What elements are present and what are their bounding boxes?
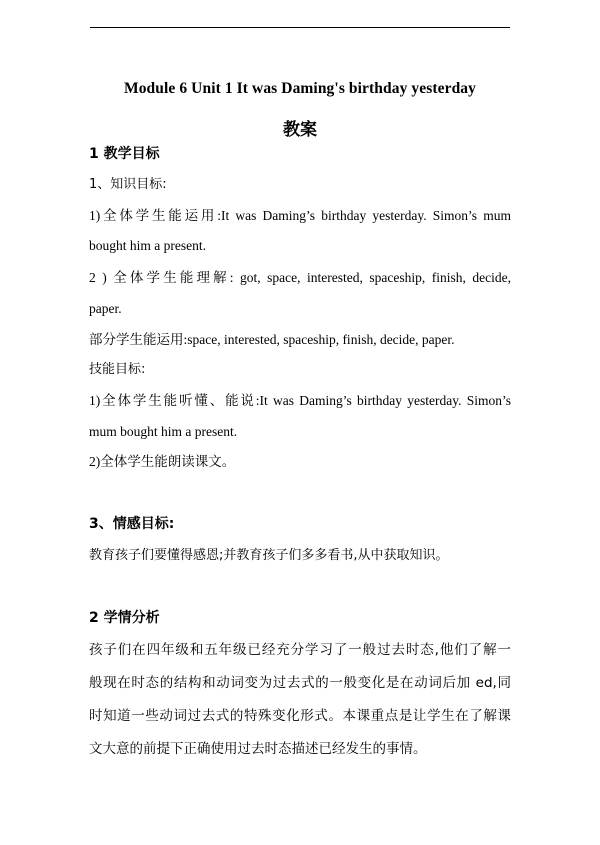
knowledge-item2-line2: paper. — [89, 301, 122, 316]
analysis-line2: 般现在时态的结构和动词变为过去式的一般变化是在动词后加 ed,同 — [89, 675, 511, 691]
section2-heading: 2 学情分析 — [89, 610, 160, 626]
section3-text: 教育孩子们要懂得感恩;并教育孩子们多多看书,从中获取知识。 — [89, 548, 449, 563]
knowledge-item1-line1: 1)全体学生能运用:It was Daming’s birthday yesterday. Simon’s mum — [89, 208, 511, 223]
skill-heading: 技能目标: — [89, 362, 146, 377]
analysis-line3: 时知道一些动词过去式的特殊变化形式。本课重点是让学生在了解课 — [89, 708, 511, 724]
skill-item1-line1: 1)全体学生能听懂、能说:It was Daming’s birthday yesterday. Simon’s — [89, 393, 511, 408]
analysis-line4: 文大意的前提下正确使用过去时态描述已经发生的事情。 — [89, 741, 427, 757]
header-rule — [90, 27, 510, 28]
skill-item1-line2: mum bought him a present. — [89, 424, 238, 439]
partial-students-line: 部分学生能运用:space, interested, spaceship, finish, decide, paper. — [89, 332, 455, 347]
knowledge-item1-line2: bought him a present. — [89, 238, 206, 253]
analysis-line1: 孩子们在四年级和五年级已经充分学习了一般过去时态,他们了解一 — [89, 642, 511, 658]
knowledge-item2-line1: 2 ) 全体学生能理解: got, space, interested, spaceship, finish, decide, — [89, 270, 511, 285]
section1-heading: 1 教学目标 — [89, 146, 160, 162]
knowledge-heading: 1、知识目标: — [89, 177, 167, 192]
section3-heading: 3、情感目标: — [89, 516, 175, 532]
document-subtitle: 教案 — [283, 120, 317, 140]
document-title: Module 6 Unit 1 It was Daming's birthday yesterday — [123, 80, 477, 97]
skill-item2: 2)全体学生能朗读课文。 — [89, 454, 236, 469]
